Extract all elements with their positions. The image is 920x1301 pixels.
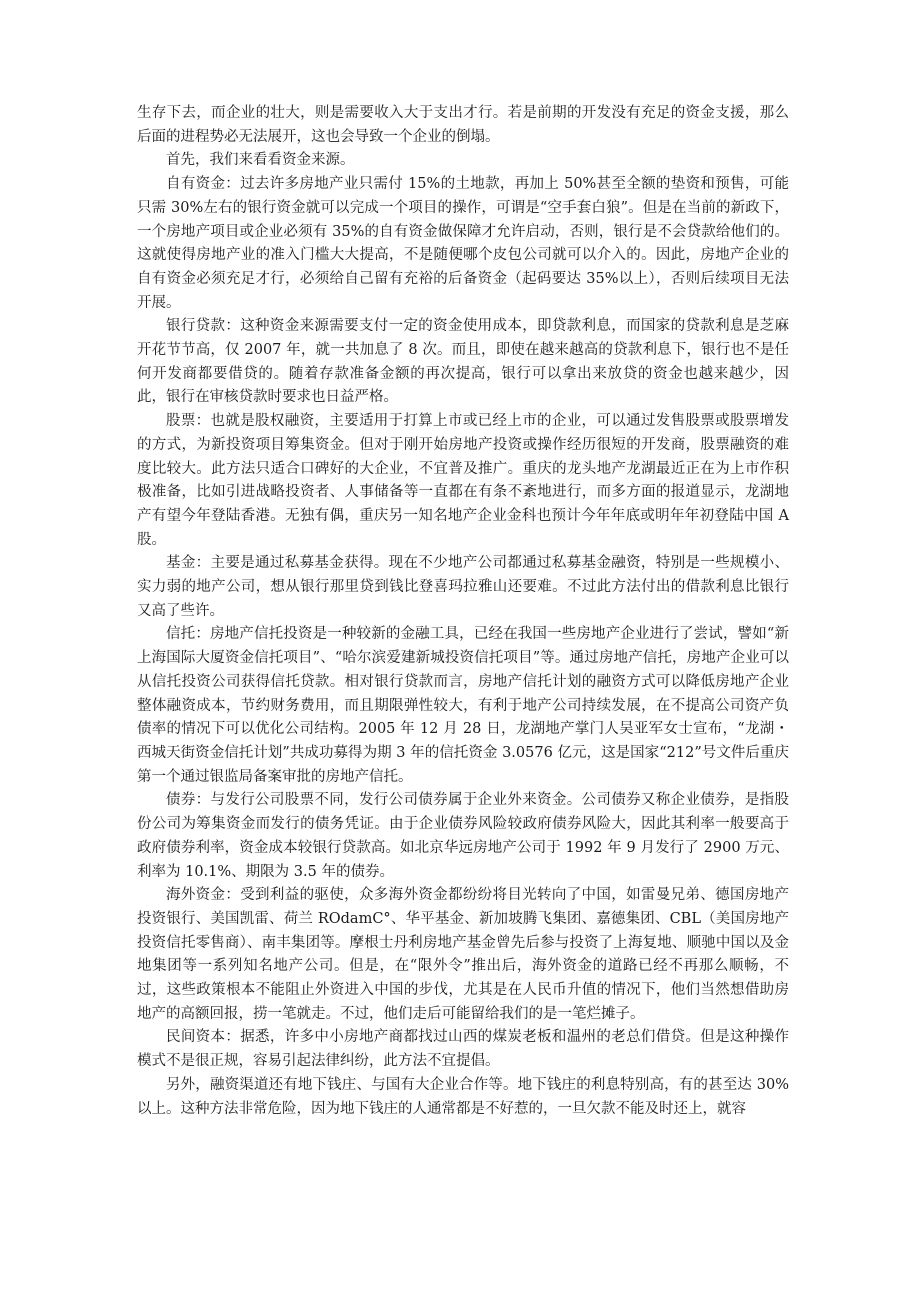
paragraph-private-capital: 民间资本：据悉，许多中小房地产商都找过山西的煤炭老板和温州的老总们借贷。但是这种操作模式不是很正规，容易引起法律纠纷，此方法不宜提倡。: [137, 1029, 789, 1070]
paragraph-funds: 基金：主要是通过私募基金获得。现在不少地产公司都通过私募基金融资，特别是一些规模小、实力弱的地产公司，想从银行那里贷到钱比登喜玛拉雅山还要难。不过此方法付出的借款利息比银行又高了些许。: [137, 555, 789, 619]
paragraph-continuation: 生存下去，而企业的壮大，则是需要收入大于支出才行。若是前期的开发没有充足的资金支援，那么后面的进程势必无法展开，这也会导致一个企业的倒塌。: [137, 105, 789, 145]
paragraph-sources-intro: 首先，我们来看看资金来源。: [166, 152, 355, 169]
paragraph-other-channels: 另外，融资渠道还有地下钱庄、与国有大企业合作等。地下钱庄的利息特别高，有的甚至达 30%以上。这种方法非常危险，因为地下钱庄的人通常都是不好惹的，一旦欠款不能及时还上，就容: [137, 1076, 789, 1117]
paragraph-own-funds: 自有资金：过去许多房地产业只需付 15%的土地款，再加上 50%甚至全额的垫资和预售，可能只需 30%左右的银行资金就可以完成一个项目的操作，可谓是“空手套白狼”。但是在当前的新政下，一个房地产项目或企业必须有 35%的自有资金做保障才允许启动，否则，银行是不会贷款给他们的。这就使得房地产业的准入门槛大大提高，不是随便哪个皮包公司就可以介入的。因此，房地产企业的自有资金必须充足才行，必须给自己留有充裕的后备资金（起码要达 35%以上），否则后续项目无法开展。: [137, 176, 789, 311]
paragraph-bonds: 债券：与发行公司股票不同，发行公司债券属于企业外来资金。公司债券又称企业债券，是指股份公司为筹集资金而发行的债务凭证。由于企业债券风险较政府债券风险大，因此其利率一般要高于政府债券利率，资金成本较银行贷款高。如北京华远房地产公司于 1992 年 9 月发行了 2900 万元、利率为 10.1%、期限为 3.5 年的债券。: [137, 792, 789, 880]
paragraph-trust: 信托：房地产信托投资是一种较新的金融工具，已经在我国一些房地产企业进行了尝试，譬如“新上海国际大厦资金信托项目”、“哈尔滨爱建新城投资信托项目”等。通过房地产信托，房地产企业可以从信托投资公司获得信托贷款。相对银行贷款而言，房地产信托计划的融资方式可以降低房地产企业整体融资成本，节约财务费用，而且期限弹性较大，有利于地产公司持续发展，在不提高公司资产负债率的情况下可以优化公司结构。2005 年 12 月 28 日，龙湖地产掌门人吴亚军女士宣布，“龙湖・西城天街资金信托计划”共成功募得为期 3 年的信托资金 3.0576 亿元，这是国家“212”号文件后重庆第一个通过银监局备案审批的房地产信托。: [137, 626, 789, 785]
paragraph-stocks: 股票：也就是股权融资，主要适用于打算上市或已经上市的企业，可以通过发售股票或股票增发的方式，为新投资项目筹集资金。但对于刚开始房地产投资或操作经历很短的开发商，股票融资的难度比较大。此方法只适合口碑好的大企业，不宜普及推广。重庆的龙头地产龙湖最近正在为上市作积极准备，比如引进战略投资者、人事储备等一直都在有条不紊地进行，而多方面的报道显示，龙湖地产有望今年登陆香港。无独有偶，重庆另一知名地产企业金科也预计今年年底或明年年初登陆中国 A 股。: [137, 413, 789, 548]
paragraph-overseas-capital: 海外资金：受到利益的驱使，众多海外资金都纷纷将目光转向了中国，如雷曼兄弟、德国房地产投资银行、美国凯雷、荷兰 ROdamC°、华平基金、新加坡腾飞集团、嘉德集团、CBL（美国房地产投资信托零售商）、南丰集团等。摩根士丹利房地产基金曾先后参与投资了上海复地、顺驰中国以及金地集团等一系列知名地产公司。但是，在“限外令”推出后，海外资金的道路已经不再那么顺畅，不过，这些政策根本不能阻止外资进入中国的步伐，尤其是在人民币升值的情况下，他们当然想借助房地产的高额回报，捞一笔就走。不过，他们走后可能留给我们的是一笔烂摊子。: [137, 887, 789, 1022]
paragraph-bank-loans: 银行贷款：这种资金来源需要支付一定的资金使用成本，即贷款利息，而国家的贷款利息是芝麻开花节节高，仅 2007 年，就一共加息了 8 次。而且，即使在越来越高的贷款利息下，银行也不是任何开发商都要借贷的。随着存款准备金额的再次提高，银行可以拿出来放贷的资金也越来越少，因此，银行在审核贷款时要求也日益严格。: [137, 318, 789, 406]
document-page: [137, 102, 789, 1121]
